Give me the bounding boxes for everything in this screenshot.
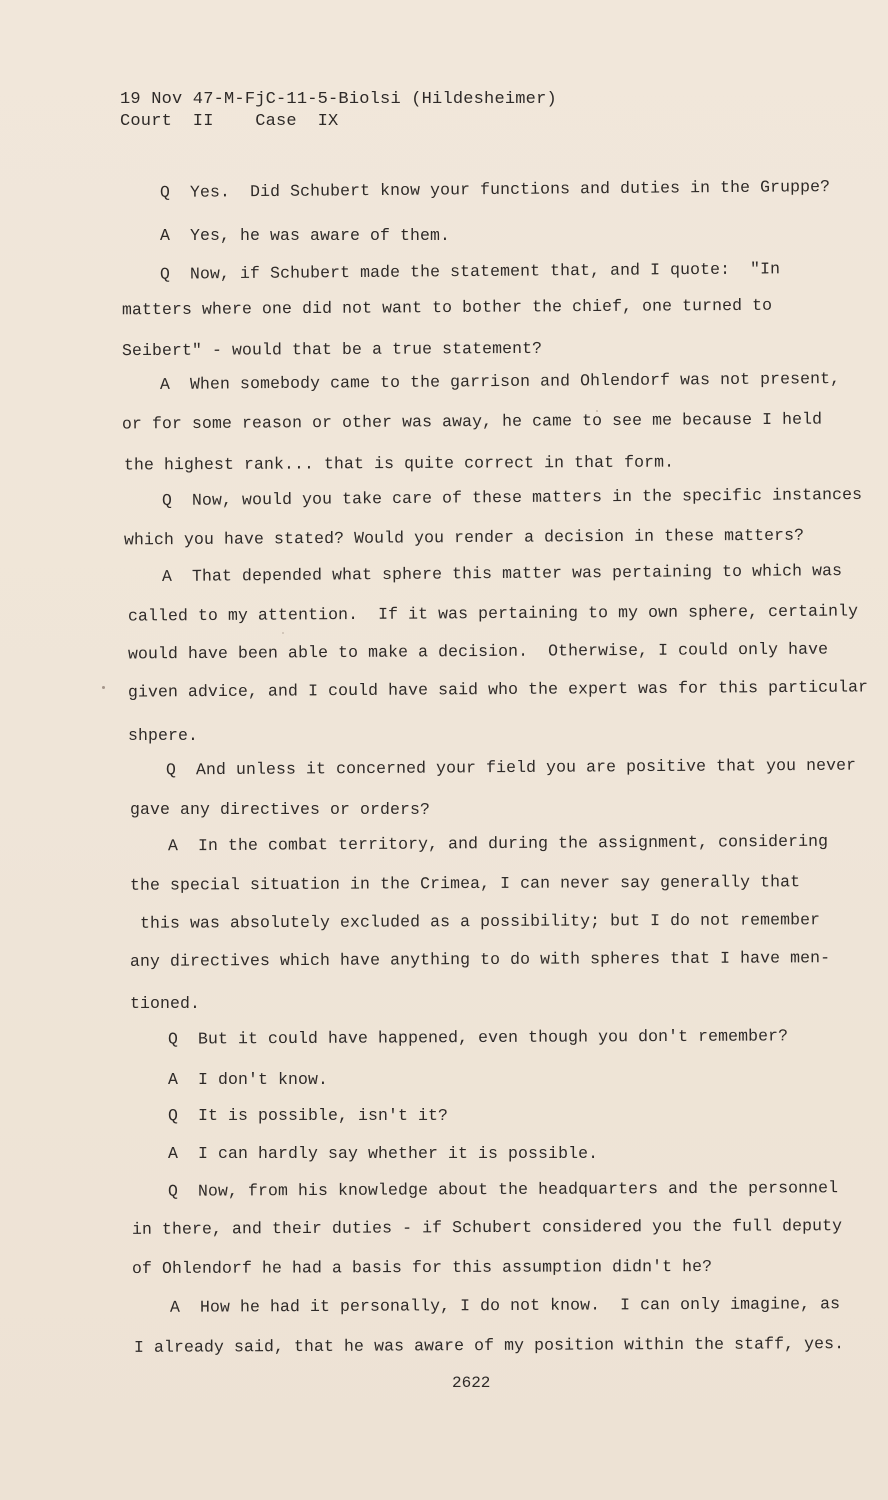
header-reference: 19 Nov 47-M-FjC-11-5-Biolsi (Hildesheimer)	[120, 90, 557, 109]
header-court-case: Court II Case IX	[120, 112, 339, 131]
body-line: called to my attention. If it was pertaining to my own sphere, certainly	[127, 601, 859, 626]
body-line: Q Now, if Schubert made the statement that, and I quote: "In	[159, 259, 781, 284]
body-line: gave any directives or orders?	[130, 800, 431, 819]
body-line: A When somebody came to the garrison and Ohlendorf was not present,	[159, 369, 841, 394]
body-line: of Ohlendorf he had a basis for this assumption didn't he?	[131, 1256, 713, 1279]
body-line: Q Now, would you take care of these matters in the specific instances	[161, 484, 863, 511]
body-line: would have been able to make a decision. Otherwise, I could only have	[127, 639, 829, 664]
body-line: given advice, and I could have said who the expert was for this particular	[127, 677, 869, 702]
body-line: Q It is possible, isn't it?	[168, 1106, 449, 1125]
body-line: A How he had it personally, I do not know. I can only imagine, as	[169, 1294, 841, 1317]
body-line: which you have stated? Would you render a decision in these matters?	[123, 525, 805, 550]
body-line: A Yes, he was aware of them.	[160, 226, 451, 245]
page-number: 2622	[452, 1374, 491, 1392]
body-line: A I don't know.	[168, 1070, 329, 1089]
body-line: the special situation in the Crimea, I can never say generally that	[129, 872, 801, 895]
body-line: Q But it could have happened, even though you don't remember?	[167, 1026, 789, 1049]
body-line: A In the combat territory, and during the assignment, considering	[167, 831, 829, 856]
body-line: Seibert" - would that be a true statement?	[121, 338, 543, 361]
body-line: the highest rank... that is quite correct in that form.	[123, 452, 675, 475]
paper-speck	[102, 686, 105, 689]
body-line: A I can hardly say whether it is possible.	[168, 1144, 599, 1163]
body-line: Q And unless it concerned your field you are positive that you never	[165, 755, 857, 780]
paper-speck	[282, 632, 284, 634]
body-line: in there, and their duties - if Schubert considered you the full deputy	[131, 1216, 843, 1239]
body-line: shpere.	[128, 726, 199, 745]
body-line: A That depended what sphere this matter was pertaining to which was	[161, 561, 843, 586]
body-line: any directives which have anything to do with spheres that I have men-	[129, 948, 831, 971]
body-line: Q Yes. Did Schubert know your functions and duties in the Gruppe?	[159, 177, 831, 202]
paper-speck	[596, 410, 598, 412]
body-line: I already said, that he was aware of my position within the staff, yes.	[133, 1334, 845, 1357]
body-line: Q Now, from his knowledge about the headquarters and the personnel	[167, 1178, 839, 1201]
body-line: or for some reason or other was away, he came to see me because I held	[121, 409, 823, 434]
body-line: matters where one did not want to bother the chief, one turned to	[121, 295, 773, 320]
body-line: tioned.	[130, 994, 201, 1013]
body-line: this was absolutely excluded as a possibility; but I do not remember	[139, 910, 821, 933]
